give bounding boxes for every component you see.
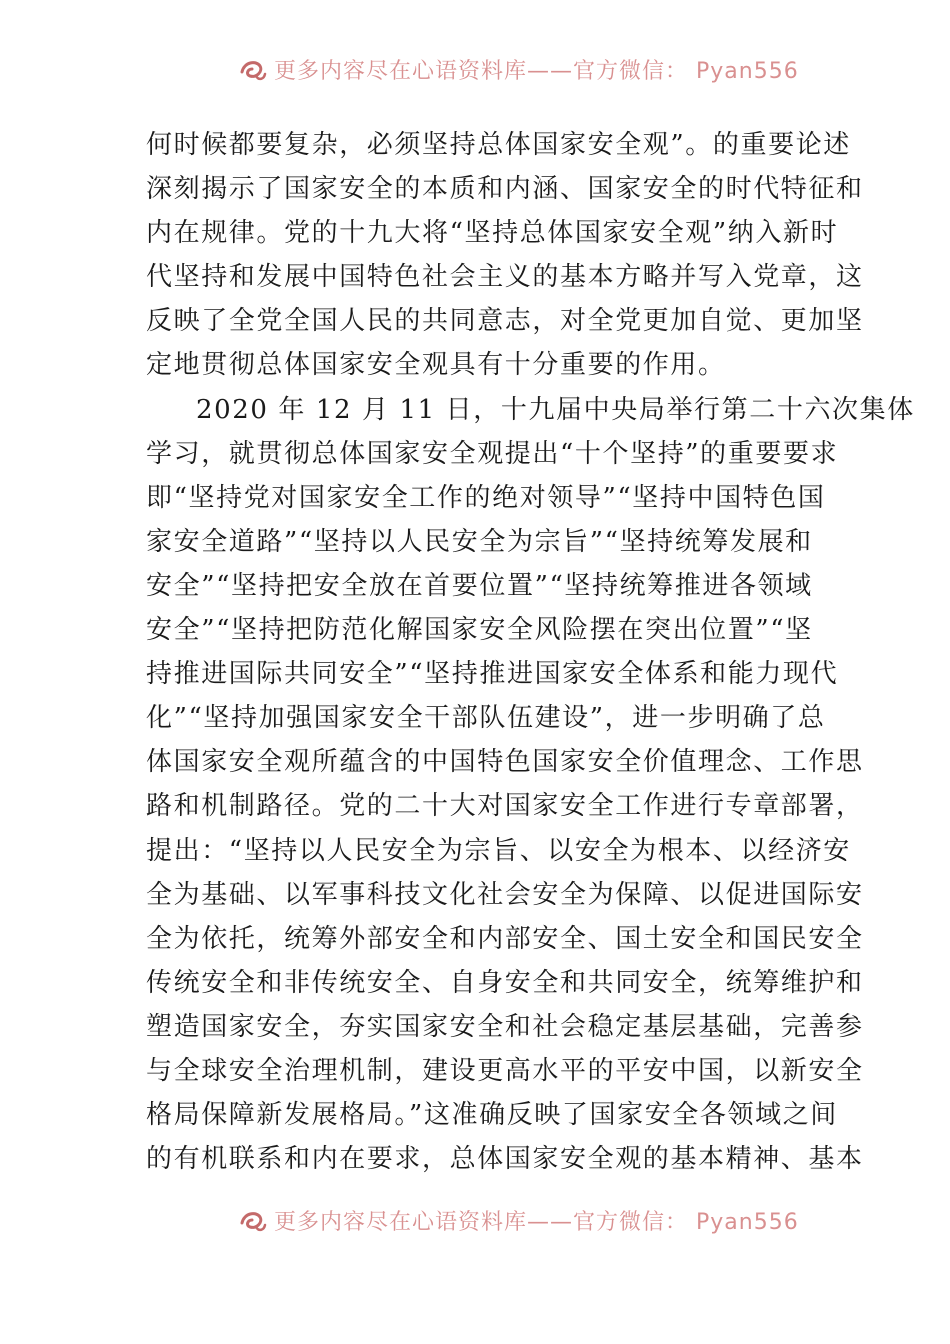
text-line: 深刻揭示了国家安全的本质和内涵、国家安全的时代特征和 (146, 174, 864, 205)
text-line: 反映了全党全国人民的共同意志，对全党更加自觉、更加坚 (146, 306, 864, 337)
watermark-text: 更多内容尽在心语资料库——官方微信： Pyan556 (274, 1209, 799, 1235)
text-line: 体国家安全观所蕴含的中国特色国家安全价值理念、工作思 (146, 747, 864, 778)
text-line: 即“坚持党对国家安全工作的绝对领导”“坚持中国特色国 (146, 482, 826, 513)
text-line: 2020 年 12 月 11 日，十九届中央局举行第二十六次集体 (196, 394, 915, 425)
text-line: 传统安全和非传统安全、自身安全和共同安全，统筹维护和 (146, 967, 864, 998)
logo-icon (238, 54, 268, 84)
logo-icon (238, 1205, 268, 1235)
watermark-text: 更多内容尽在心语资料库——官方微信： Pyan556 (274, 58, 799, 84)
text-line: 塑造国家安全，夯实国家安全和社会稳定基层基础，完善参 (146, 1011, 864, 1042)
text-line: 的有机联系和内在要求，总体国家安全观的基本精神、基本 (146, 1144, 864, 1175)
text-line: 代坚持和发展中国特色社会主义的基本方略并写入党章，这 (146, 262, 864, 293)
text-line: 路和机制路径。党的二十大对国家安全工作进行专章部署， (146, 791, 864, 822)
text-line: 全为依托，统筹外部安全和内部安全、国土安全和国民安全 (146, 923, 864, 954)
text-line: 学习，就贯彻总体国家安全观提出“十个坚持”的重要要求 (146, 438, 839, 469)
text-line: 持推进国际共同安全”“坚持推进国家安全体系和能力现代 (146, 659, 839, 690)
text-line: 提出：“坚持以人民安全为宗旨、以安全为根本、以经济安 (146, 835, 851, 866)
header-watermark (0, 58, 950, 84)
document-body (146, 123, 915, 1181)
text-line: 何时候都要复杂，必须坚持总体国家安全观”。的重要论述 (146, 130, 851, 160)
text-line: 格局保障新发展格局。”这准确反映了国家安全各领域之间 (146, 1100, 838, 1131)
text-line: 定地贯彻总体国家安全观具有十分重要的作用。 (146, 350, 726, 381)
text-line: 与全球安全治理机制，建设更高水平的平安中国，以新安全 (146, 1055, 864, 1086)
footer-watermark (0, 1209, 950, 1235)
text-line: 化”“坚持加强国家安全干部队伍建设”，进一步明确了总 (146, 703, 826, 734)
text-line: 全为基础、以军事科技文化社会安全为保障、以促进国际安 (146, 879, 864, 910)
text-line: 家安全道路”“坚持以人民安全为宗旨”“坚持统筹发展和 (146, 526, 813, 557)
text-line: 安全”“坚持把安全放在首要位置”“坚持统筹推进各领域 (146, 570, 813, 601)
text-line: 内在规律。党的十九大将“坚持总体国家安全观”纳入新时 (146, 218, 839, 249)
text-line: 安全”“坚持把防范化解国家安全风险摆在突出位置”“坚 (146, 615, 813, 646)
